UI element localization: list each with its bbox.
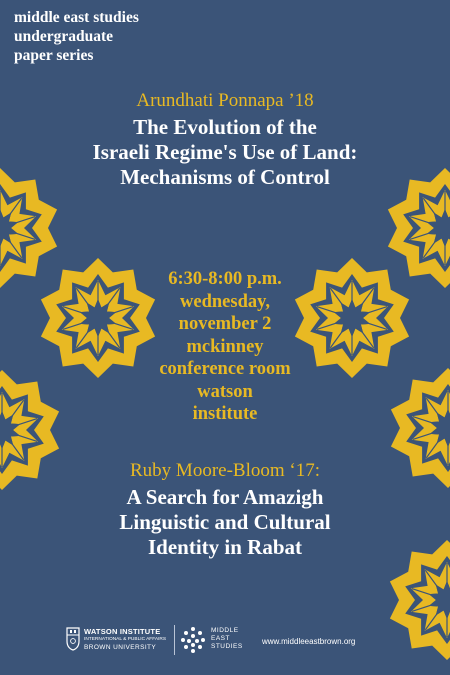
event-room: conference room [159,359,291,379]
mes-name-line: STUDIES [211,643,243,650]
talk1-author: Arundhati Ponnapa ’18 [136,90,314,111]
talk2-title-line: Identity in Rabat [147,535,303,559]
talk1-title [0,115,450,190]
middle-east-studies-logo-icon [180,626,206,654]
series-title [14,8,139,65]
event-venue: institute [192,404,258,424]
talk2-title-line: Linguistic and Cultural [119,510,331,534]
event-day: wednesday, [180,291,270,312]
mes-name-line: MIDDLE [211,627,239,634]
event-time: 6:30-8:00 p.m. [168,269,282,289]
footer-divider [174,625,175,655]
mes-name-line: EAST [211,635,230,642]
watson-institute-name: WATSON INSTITUTE [84,627,161,636]
series-line: middle east studies [14,9,139,26]
middle-east-studies-name [211,627,243,651]
watson-institute-university: BROWN UNIVERSITY [84,644,157,651]
series-line: undergraduate [14,28,114,45]
series-line: paper series [14,47,94,64]
watson-institute-subtitle: INTERNATIONAL & PUBLIC AFFAIRS [84,637,167,642]
talk1-title-line: The Evolution of the [133,115,317,139]
talk1-title-line: Israeli Regime's Use of Land: [92,140,358,164]
footer [0,607,450,675]
website-url: www.middleeastbrown.org [262,637,356,646]
event-venue: watson [197,381,253,402]
event-details [0,268,450,426]
talk2-title-line: A Search for Amazigh [126,485,324,509]
talk2-title [0,485,450,560]
shield-icon [66,627,80,651]
event-date: november 2 [178,314,272,334]
talk2-author: Ruby Moore-Bloom ‘17: [130,460,320,481]
event-room: mckinney [186,336,264,357]
talk1-title-line: Mechanisms of Control [120,165,330,189]
